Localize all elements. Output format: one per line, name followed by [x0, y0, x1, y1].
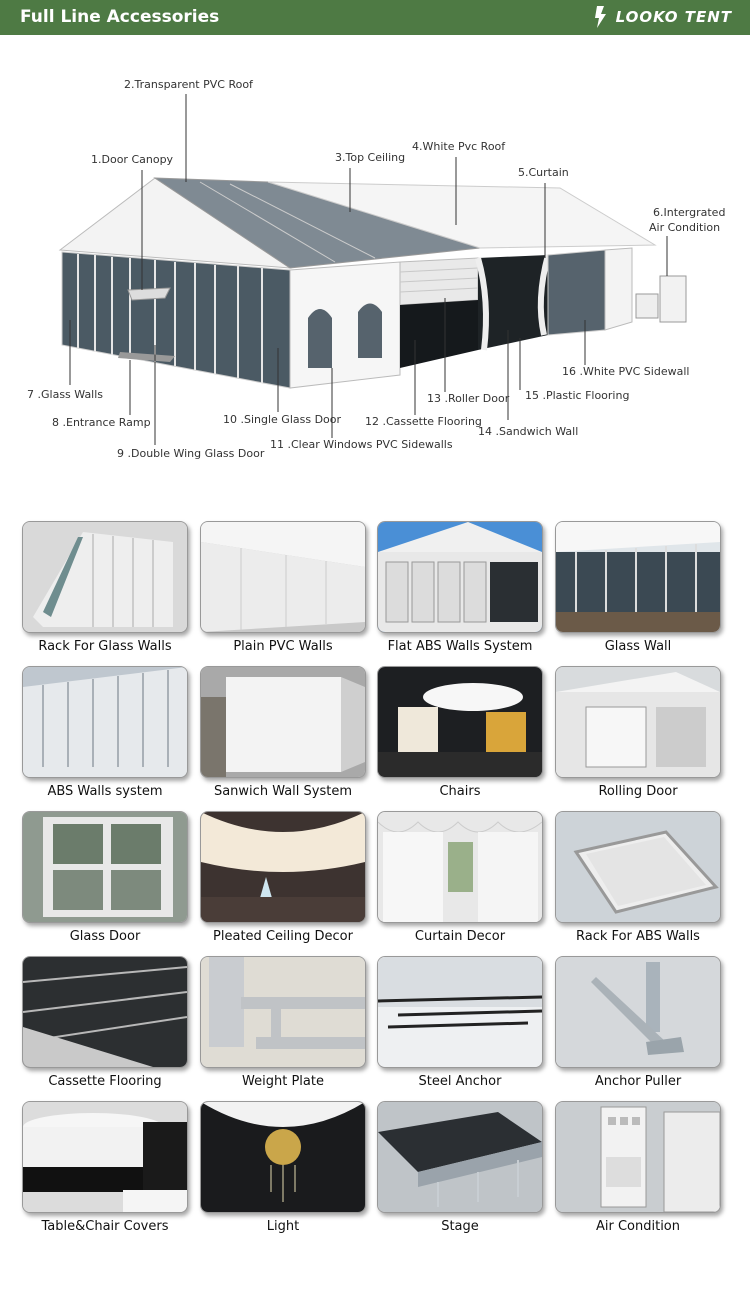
accessory-card-table-chair-covers[interactable]	[22, 1101, 188, 1234]
accessory-caption: Anchor Puller	[594, 1074, 682, 1089]
accessory-card-pleated-ceiling-decor[interactable]	[200, 811, 366, 944]
accessory-image-rolling-door[interactable]	[555, 666, 721, 778]
label-door-canopy: 1.Door Canopy	[91, 153, 174, 166]
accessory-image-pleated-ceiling-decor[interactable]	[200, 811, 366, 923]
accessory-image-air-condition[interactable]	[555, 1101, 721, 1213]
accessory-image-weight-plate[interactable]	[200, 956, 366, 1068]
accessory-caption: Rack For Glass Walls	[38, 639, 172, 654]
accessory-card-rack-for-abs-walls[interactable]	[555, 811, 721, 944]
label-entrance-ramp: 8 .Entrance Ramp	[52, 416, 151, 429]
label-clear-windows: 11 .Clear Windows PVC Sidewalls	[270, 438, 453, 451]
page-title: Full Line Accessories	[20, 7, 220, 27]
accessory-image-steel-anchor[interactable]	[377, 956, 543, 1068]
accessory-caption: Plain PVC Walls	[233, 639, 333, 654]
accessory-card-anchor-puller[interactable]	[555, 956, 721, 1089]
accessory-caption: Rolling Door	[598, 784, 678, 799]
accessory-card-rolling-door[interactable]	[555, 666, 721, 799]
label-sandwich-wall: 14 .Sandwich Wall	[478, 425, 579, 438]
accessory-image-rack-for-glass-walls[interactable]	[22, 521, 188, 633]
accessory-image-abs-walls-system[interactable]	[22, 666, 188, 778]
tent-illustration	[0, 35, 750, 505]
label-white-pvc-sidewall: 16 .White PVC Sidewall	[562, 365, 690, 378]
accessory-caption: Table&Chair Covers	[41, 1219, 169, 1234]
accessory-image-sanwich-wall-system[interactable]	[200, 666, 366, 778]
accessory-card-flat-abs-walls-system[interactable]	[377, 521, 543, 654]
label-double-wing-glass-door: 9 .Double Wing Glass Door	[117, 447, 265, 460]
accessory-caption: Rack For ABS Walls	[576, 929, 700, 944]
label-top-ceiling: 3.Top Ceiling	[335, 151, 406, 164]
accessory-image-flat-abs-walls-system[interactable]	[377, 521, 543, 633]
accessory-card-steel-anchor[interactable]	[377, 956, 543, 1089]
accessory-caption: Flat ABS Walls System	[387, 639, 533, 654]
label-plastic-flooring: 15 .Plastic Flooring	[525, 389, 630, 402]
accessory-card-cassette-flooring[interactable]	[22, 956, 188, 1089]
label-air-condition-2: Air Condition	[649, 221, 721, 234]
accessory-card-stage[interactable]	[377, 1101, 543, 1234]
accessory-card-sanwich-wall-system[interactable]	[200, 666, 366, 799]
accessory-image-cassette-flooring[interactable]	[22, 956, 188, 1068]
accessory-image-light[interactable]	[200, 1101, 366, 1213]
accessory-caption: Steel Anchor	[418, 1074, 502, 1089]
accessory-caption: Air Condition	[595, 1219, 681, 1234]
accessory-card-light[interactable]	[200, 1101, 366, 1234]
accessory-card-glass-door[interactable]	[22, 811, 188, 944]
tent-diagram	[0, 35, 750, 505]
accessory-caption: Glass Door	[69, 929, 141, 944]
brand-icon	[592, 5, 610, 29]
accessory-card-chairs[interactable]	[377, 666, 543, 799]
accessory-caption: Curtain Decor	[414, 929, 506, 944]
accessory-caption: Glass Wall	[604, 639, 672, 654]
accessory-caption: Chairs	[439, 784, 481, 799]
accessory-image-stage[interactable]	[377, 1101, 543, 1213]
accessory-caption: Weight Plate	[242, 1074, 324, 1089]
accessory-card-abs-walls-system[interactable]	[22, 666, 188, 799]
accessory-caption: Light	[266, 1219, 300, 1234]
brand-name: LOOKO TENT	[615, 8, 732, 26]
accessory-card-weight-plate[interactable]	[200, 956, 366, 1089]
accessory-image-table-chair-covers[interactable]	[22, 1101, 188, 1213]
label-transparent-pvc-roof: 2.Transparent PVC Roof	[124, 78, 253, 91]
accessory-caption: Sanwich Wall System	[213, 784, 353, 799]
accessory-image-curtain-decor[interactable]	[377, 811, 543, 923]
label-curtain: 5.Curtain	[518, 166, 569, 179]
accessory-image-rack-for-abs-walls[interactable]	[555, 811, 721, 923]
accessory-card-air-condition[interactable]	[555, 1101, 721, 1234]
accessory-caption: Stage	[441, 1219, 479, 1234]
label-glass-walls: 7 .Glass Walls	[27, 388, 104, 401]
accessory-card-plain-pvc-walls[interactable]	[200, 521, 366, 654]
accessory-card-curtain-decor[interactable]	[377, 811, 543, 944]
brand-logo	[592, 5, 732, 29]
label-single-glass-door: 10 .Single Glass Door	[223, 413, 342, 426]
accessory-card-glass-wall[interactable]	[555, 521, 721, 654]
accessory-image-glass-wall[interactable]	[555, 521, 721, 633]
accessory-caption: ABS Walls system	[47, 784, 163, 799]
accessory-card-rack-for-glass-walls[interactable]	[22, 521, 188, 654]
accessory-caption: Cassette Flooring	[48, 1074, 162, 1089]
accessory-image-plain-pvc-walls[interactable]	[200, 521, 366, 633]
label-white-pvc-roof: 4.White Pvc Roof	[412, 140, 506, 153]
accessory-image-glass-door[interactable]	[22, 811, 188, 923]
header-bar	[0, 0, 750, 35]
label-air-condition-1: 6.Intergrated	[653, 206, 726, 219]
label-roller-door: 13 .Roller Door	[427, 392, 510, 405]
accessory-image-anchor-puller[interactable]	[555, 956, 721, 1068]
accessory-image-chairs[interactable]	[377, 666, 543, 778]
label-cassette-flooring: 12 .Cassette Flooring	[365, 415, 482, 428]
accessory-caption: Pleated Ceiling Decor	[213, 929, 353, 944]
